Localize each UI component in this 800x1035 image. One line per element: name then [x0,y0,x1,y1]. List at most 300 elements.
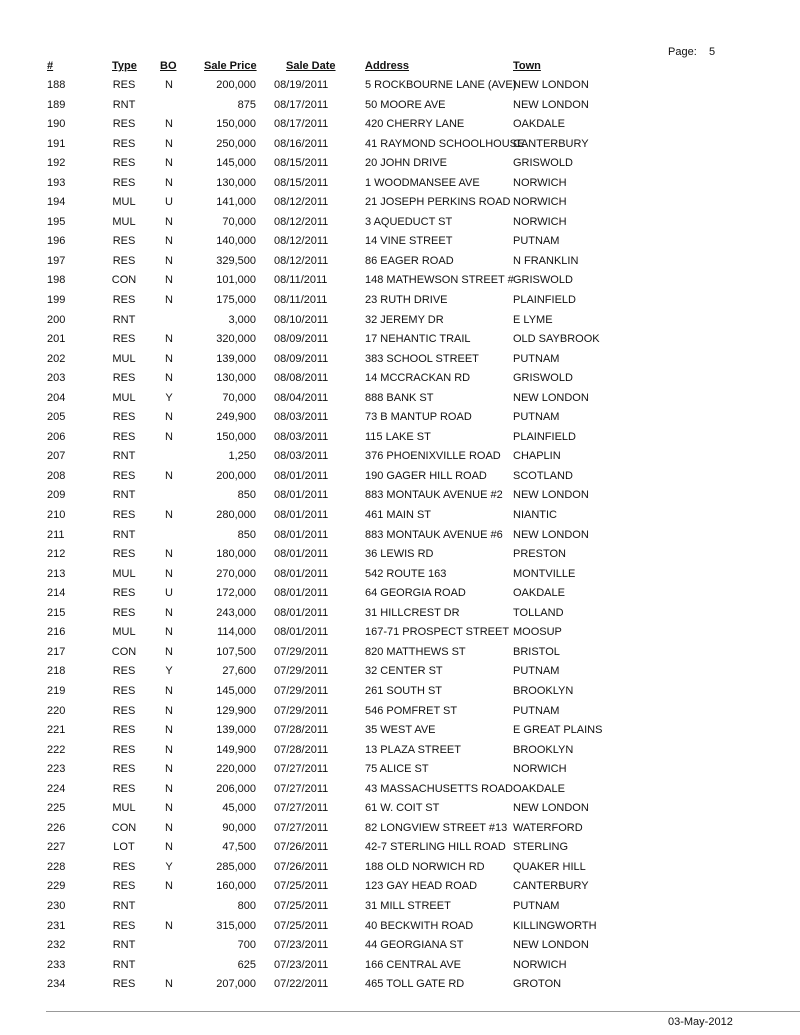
table-row [0,353,800,373]
address: 14 MCCRACKAN RD [365,372,471,385]
bo-flag: N [165,215,173,228]
address: 36 LEWIS RD [365,548,434,561]
address: 23 RUTH DRIVE [365,294,448,307]
table-row [0,607,800,627]
bo-flag: N [165,274,173,287]
bo-flag: N [165,782,173,795]
table-row [0,294,800,314]
property-type: RNT [112,899,136,912]
table-row [0,99,800,119]
sale-date: 08/08/2011 [274,372,329,385]
property-type: MUL [112,196,136,209]
table-row [0,548,800,568]
property-type: MUL [112,802,136,815]
bo-flag: Y [165,860,173,873]
table-row [0,724,800,744]
table-row [0,841,800,861]
sale-price: 129,900 [216,704,256,717]
row-number: 189 [47,98,66,111]
bo-flag: N [165,411,173,424]
row-number: 201 [47,333,66,346]
sale-date: 07/22/2011 [274,978,329,991]
address: 261 SOUTH ST [365,684,443,697]
sale-price: 180,000 [216,548,256,561]
sale-price: 850 [237,528,256,541]
town: NORWICH [513,196,567,209]
town: PLAINFIELD [513,294,576,307]
table-row [0,763,800,783]
row-number: 211 [47,528,65,541]
sale-date: 08/01/2011 [274,626,329,639]
sale-price: 139,000 [216,724,256,737]
sale-price: 329,500 [216,254,256,267]
address: 190 GAGER HILL ROAD [365,469,487,482]
bo-flag: N [165,606,173,619]
sale-date: 08/12/2011 [274,196,329,209]
address: 75 ALICE ST [365,763,429,776]
bo-flag: N [165,626,173,639]
bo-flag: N [165,704,173,717]
row-number: 212 [47,548,66,561]
town: PLAINFIELD [513,430,576,443]
property-type: CON [111,274,137,287]
sale-price: 107,500 [216,645,256,658]
address: 61 W. COIT ST [365,802,440,815]
address: 43 MASSACHUSETTS ROAD [365,782,513,795]
row-number: 200 [47,313,66,326]
table-row [0,529,800,549]
town: PUTNAM [513,704,560,717]
sale-price: 70,000 [222,391,256,404]
sale-price: 101,000 [216,274,256,287]
bo-flag: N [165,352,173,365]
sale-price: 160,000 [216,880,256,893]
sale-price: 90,000 [222,821,256,834]
table-row [0,392,800,412]
bo-flag: N [165,567,173,580]
table-row [0,255,800,275]
address: 883 MONTAUK AVENUE #6 [365,528,503,541]
property-type: RES [112,743,136,756]
sale-price: 315,000 [216,919,256,932]
row-number: 209 [47,489,66,502]
sale-date: 07/25/2011 [274,880,329,893]
sale-date: 08/15/2011 [274,176,329,189]
address: 35 WEST AVE [365,724,436,737]
property-type: RES [112,176,136,189]
sales-table-body [0,79,800,998]
address: 50 MOORE AVE [365,98,446,111]
sale-price: 149,900 [216,743,256,756]
town: NEW LONDON [513,98,589,111]
sale-date: 07/23/2011 [274,939,329,952]
property-type: RES [112,860,136,873]
bo-flag: N [165,724,173,737]
property-type: RES [112,978,136,991]
town: E GREAT PLAINS [513,724,603,737]
address: 420 CHERRY LANE [365,118,465,131]
town: GROTON [513,978,562,991]
row-number: 204 [47,391,66,404]
sale-date: 08/12/2011 [274,254,329,267]
column-header-sale-date: Sale Date [286,60,336,72]
row-number: 197 [47,254,66,267]
property-type: RES [112,157,136,170]
town: GRISWOLD [513,274,573,287]
sale-price: 270,000 [216,567,256,580]
table-row [0,646,800,666]
table-row [0,959,800,979]
table-row [0,783,800,803]
column-header-town: Town [513,60,541,72]
column-header-address: Address [365,60,410,72]
property-type: RES [112,235,136,248]
sale-date: 08/03/2011 [274,450,329,463]
property-type: RNT [112,450,136,463]
property-type: MUL [112,352,136,365]
row-number: 231 [47,919,66,932]
row-number: 206 [47,430,66,443]
sale-price: 320,000 [216,333,256,346]
town: CHAPLIN [513,450,561,463]
property-type: RNT [112,313,136,326]
table-row [0,744,800,764]
sale-date: 07/26/2011 [274,860,329,873]
row-number: 213 [47,567,66,580]
town: E LYME [513,313,553,326]
row-number: 207 [47,450,66,463]
address: 5 ROCKBOURNE LANE (AVE) [365,79,517,91]
sale-date: 08/01/2011 [274,489,329,502]
bo-flag: N [165,978,173,991]
bo-flag: N [165,176,173,189]
table-row [0,333,800,353]
address: 21 JOSEPH PERKINS ROAD [365,196,511,209]
address: 13 PLAZA STREET [365,743,461,756]
row-number: 217 [47,645,66,658]
address: 20 JOHN DRIVE [365,157,447,170]
property-type: MUL [112,215,136,228]
address: 42-7 STERLING HILL ROAD [365,841,506,854]
bo-flag: N [165,294,173,307]
town: NEW LONDON [513,489,589,502]
sale-price: 206,000 [216,782,256,795]
property-type: RES [112,411,136,424]
address: 40 BECKWITH ROAD [365,919,474,932]
bo-flag: N [165,841,173,854]
property-type: RES [112,684,136,697]
bo-flag: N [165,645,173,658]
sale-price: 3,000 [228,313,256,326]
address: 3 AQUEDUCT ST [365,215,453,228]
table-row [0,920,800,940]
row-number: 222 [47,743,66,756]
row-number: 208 [47,469,66,482]
row-number: 234 [47,978,66,991]
town: NEW LONDON [513,391,589,404]
table-row [0,685,800,705]
address: 188 OLD NORWICH RD [365,860,485,873]
sale-date: 08/01/2011 [274,567,329,580]
row-number: 228 [47,860,66,873]
sale-price: 207,000 [216,978,256,991]
town: NEW LONDON [513,939,589,952]
property-type: RNT [112,98,136,111]
table-row [0,314,800,334]
property-type: RES [112,704,136,717]
town: WATERFORD [513,821,583,834]
property-type: RNT [112,958,136,971]
bo-flag: N [165,743,173,756]
address: 82 LONGVIEW STREET #13 [365,821,508,834]
sale-date: 07/27/2011 [274,782,329,795]
table-row [0,665,800,685]
sale-date: 07/28/2011 [274,724,329,737]
row-number: 225 [47,802,66,815]
table-row [0,157,800,177]
address: 32 CENTER ST [365,665,443,678]
table-row [0,431,800,451]
row-number: 192 [47,157,66,170]
sale-date: 08/10/2011 [274,313,329,326]
table-row [0,216,800,236]
bo-flag: N [165,333,173,346]
sale-date: 07/25/2011 [274,899,329,912]
property-type: RNT [112,939,136,952]
bo-flag: N [165,372,173,385]
sale-date: 08/01/2011 [274,469,329,482]
property-type: RES [112,665,136,678]
sale-price: 1,250 [228,450,256,463]
sale-price: 150,000 [216,118,256,131]
table-row [0,626,800,646]
row-number: 224 [47,782,66,795]
address: 73 B MANTUP ROAD [365,411,472,424]
town: OAKDALE [513,587,565,600]
bo-flag: N [165,509,173,522]
table-row [0,489,800,509]
table-row [0,196,800,216]
row-number: 216 [47,626,66,639]
sale-date: 07/29/2011 [274,684,329,697]
property-type: RES [112,919,136,932]
sale-date: 07/27/2011 [274,821,329,834]
town: NEW LONDON [513,79,589,91]
sale-price: 27,600 [222,665,256,678]
report-date: 03-May-2012 [668,1016,733,1028]
row-number: 198 [47,274,66,287]
town: BROOKLYN [513,684,574,697]
sale-price: 45,000 [222,802,256,815]
town: NORWICH [513,176,567,189]
address: 546 POMFRET ST [365,704,458,717]
row-number: 214 [47,587,66,600]
address: 31 MILL STREET [365,899,451,912]
town: NEW LONDON [513,802,589,815]
property-type: CON [111,645,137,658]
row-number: 190 [47,118,66,131]
property-type: MUL [112,391,136,404]
property-type: RES [112,509,136,522]
sale-price: 875 [237,98,256,111]
town: NIANTIC [513,509,557,522]
table-row [0,939,800,959]
column-header-type: Type [112,60,137,72]
sale-date: 08/17/2011 [274,98,329,111]
property-type: RES [112,606,136,619]
address: 820 MATTHEWS ST [365,645,466,658]
table-row [0,470,800,490]
property-type: RES [112,880,136,893]
table-row [0,177,800,197]
property-type: RES [112,333,136,346]
bo-flag: Y [165,391,173,404]
address: 86 EAGER ROAD [365,254,454,267]
column-header-sale-price: Sale Price [204,60,257,72]
row-number: 210 [47,509,66,522]
sale-price: 141,000 [216,196,256,209]
sale-date: 08/09/2011 [274,352,329,365]
table-row [0,900,800,920]
property-type: RES [112,118,136,131]
table-row [0,509,800,529]
sale-date: 08/11/2011 [274,294,328,307]
sale-date: 07/29/2011 [274,704,329,717]
sale-price: 200,000 [216,469,256,482]
sale-price: 70,000 [222,215,256,228]
bo-flag: U [165,587,173,600]
row-number: 195 [47,215,66,228]
property-type: MUL [112,567,136,580]
bo-flag: N [165,469,173,482]
bo-flag: N [165,802,173,815]
bo-flag: N [165,79,173,91]
sale-date: 07/28/2011 [274,743,329,756]
row-number: 230 [47,899,66,912]
table-row [0,138,800,158]
sale-price: 139,000 [216,352,256,365]
row-number: 199 [47,294,66,307]
town: GRISWOLD [513,372,573,385]
address: 41 RAYMOND SCHOOLHOUSE [365,137,525,150]
town: MONTVILLE [513,567,576,580]
table-row [0,802,800,822]
table-row [0,705,800,725]
table-row [0,450,800,470]
town: OAKDALE [513,782,565,795]
address: 1 WOODMANSEE AVE [365,176,480,189]
bo-flag: N [165,548,173,561]
bo-flag: Y [165,665,173,678]
sale-date: 08/01/2011 [274,528,329,541]
bo-flag: N [165,919,173,932]
sale-date: 07/23/2011 [274,958,329,971]
sale-price: 800 [237,899,256,912]
town: NORWICH [513,763,567,776]
sale-date: 07/25/2011 [274,919,329,932]
property-type: RES [112,294,136,307]
row-number: 219 [47,684,66,697]
bo-flag: N [165,763,173,776]
town: PUTNAM [513,352,560,365]
town: NEW LONDON [513,528,589,541]
row-number: 193 [47,176,66,189]
table-row [0,587,800,607]
bo-flag: N [165,821,173,834]
table-row [0,822,800,842]
sale-date: 08/11/2011 [274,274,328,287]
sale-price: 285,000 [216,860,256,873]
town: N FRANKLIN [513,254,579,267]
sale-price: 145,000 [216,684,256,697]
town: CANTERBURY [513,880,589,893]
address: 461 MAIN ST [365,509,432,522]
column-header-bo: BO [160,60,177,72]
row-number: 220 [47,704,66,717]
town: NORWICH [513,958,567,971]
sale-date: 08/12/2011 [274,235,329,248]
property-type: CON [111,821,137,834]
address: 44 GEORGIANA ST [365,939,464,952]
row-number: 215 [47,606,66,619]
property-type: RES [112,724,136,737]
row-number: 232 [47,939,66,952]
row-number: 202 [47,352,66,365]
property-type: RES [112,763,136,776]
address: 167-71 PROSPECT STREET [365,626,510,639]
town: PUTNAM [513,235,560,248]
town: QUAKER HILL [513,860,586,873]
sale-date: 08/01/2011 [274,587,329,600]
town: OLD SAYBROOK [513,333,600,346]
sale-date: 08/01/2011 [274,606,329,619]
town: OAKDALE [513,118,565,131]
sale-price: 145,000 [216,157,256,170]
property-type: RNT [112,528,136,541]
table-row [0,79,800,99]
row-number: 227 [47,841,66,854]
row-number: 221 [47,724,66,737]
sale-date: 08/12/2011 [274,215,329,228]
row-number: 191 [47,137,66,150]
address: 888 BANK ST [365,391,434,404]
sale-price: 249,900 [216,411,256,424]
address: 32 JEREMY DR [365,313,444,326]
town: BRISTOL [513,645,560,658]
sale-price: 220,000 [216,763,256,776]
sale-price: 150,000 [216,430,256,443]
sale-date: 08/01/2011 [274,548,329,561]
property-type: RES [112,782,136,795]
column-header-number: # [47,60,54,72]
table-row [0,372,800,392]
sale-date: 08/09/2011 [274,333,329,346]
sale-price: 47,500 [222,841,256,854]
sale-date: 08/01/2011 [274,509,329,522]
sale-price: 130,000 [216,176,256,189]
sale-date: 08/03/2011 [274,430,329,443]
sale-price: 114,000 [217,626,256,639]
sale-date: 08/17/2011 [274,118,329,131]
property-type: RES [112,469,136,482]
address: 14 VINE STREET [365,235,453,248]
bo-flag: N [165,157,173,170]
bo-flag: N [165,235,173,248]
town: PUTNAM [513,411,560,424]
sale-date: 08/04/2011 [274,391,329,404]
property-type: RES [112,137,136,150]
bo-flag: N [165,137,173,150]
